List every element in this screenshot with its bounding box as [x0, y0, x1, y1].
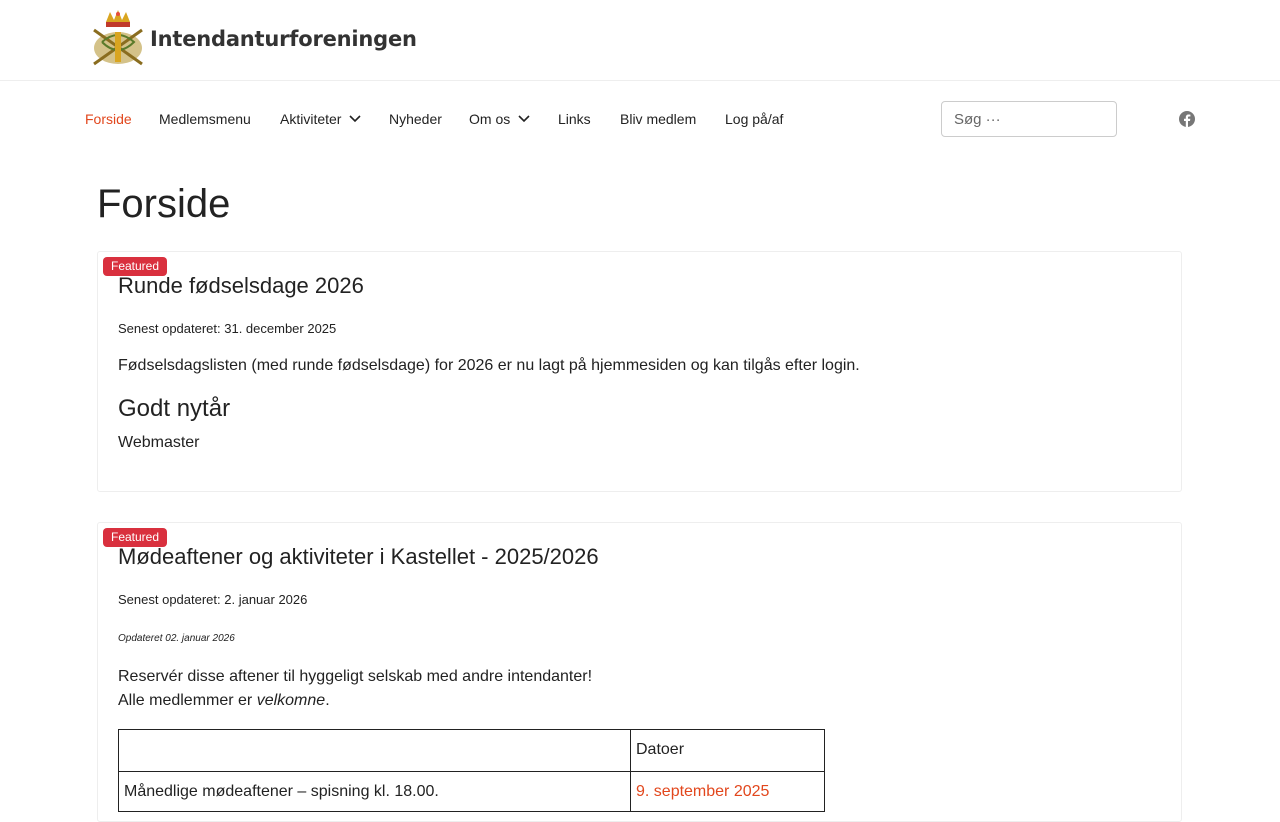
- facebook-icon[interactable]: [1179, 111, 1195, 127]
- article-intro-line-1: Reservér disse aftener til hyggeligt selskab med andre intendanter!: [118, 668, 593, 685]
- intro-punctuation: .: [325, 692, 330, 709]
- intro-emphasis: velkomne: [256, 692, 326, 709]
- nav-item-log-pa-af[interactable]: [725, 111, 783, 127]
- table-cell: Månedlige mødeaftener – spisning kl. 18.00.: [119, 772, 631, 812]
- article-card: [97, 522, 1182, 822]
- table-cell-date: 9. september 2025: [631, 772, 825, 812]
- article-update-note: Opdateret 02. januar 2026: [118, 633, 235, 644]
- nav-item-label: Log på/af: [725, 111, 784, 127]
- brand-name: Intendanturforeningen: [150, 27, 417, 51]
- nav-item-aktiviteter[interactable]: [280, 111, 361, 127]
- nav-item-bliv-medlem[interactable]: [620, 111, 696, 127]
- page-title: Forside: [97, 182, 231, 226]
- site-logo[interactable]: [88, 8, 417, 70]
- table-header-cell: Datoer: [631, 730, 825, 772]
- crown-emblem-icon: [88, 8, 148, 70]
- article-updated-date: Senest opdateret: 31. december 2025: [118, 321, 337, 336]
- featured-badge: Featured: [103, 257, 167, 276]
- site-header: [0, 0, 1280, 81]
- search-input[interactable]: [941, 101, 1117, 137]
- nav-item-label: Forside: [85, 111, 132, 127]
- chevron-down-icon: [518, 115, 530, 123]
- nav-item-label: Links: [558, 111, 591, 127]
- table-header-row: [119, 730, 825, 772]
- nav-item-medlemsmenu[interactable]: [159, 111, 251, 127]
- nav-item-forside[interactable]: [85, 111, 132, 127]
- chevron-down-icon: [349, 115, 361, 123]
- intro-text: Alle medlemmer er: [118, 692, 257, 709]
- table-header-cell: [119, 730, 631, 772]
- nav-item-om-os[interactable]: [469, 111, 530, 127]
- article-card: [97, 251, 1182, 492]
- nav-item-label: Medlemsmenu: [159, 111, 251, 127]
- nav-item-nyheder[interactable]: [389, 111, 442, 127]
- article-updated-date: Senest opdateret: 2. januar 2026: [118, 592, 308, 607]
- nav-item-links[interactable]: [558, 111, 591, 127]
- article-title[interactable]: Runde fødselsdage 2026: [118, 273, 364, 298]
- article-body: Fødselsdagslisten (med runde fødselsdage) for 2026 er nu lagt på hjemmesiden og kan tilgås efter login.: [118, 357, 860, 374]
- article-signature: Webmaster: [118, 434, 200, 451]
- article-title[interactable]: Mødeaftener og aktiviteter i Kastellet - 2025/2026: [118, 544, 599, 569]
- nav-item-label: Nyheder: [389, 111, 442, 127]
- featured-badge: Featured: [103, 528, 167, 547]
- table-row: [119, 772, 825, 812]
- article-intro-line-2: [118, 692, 330, 710]
- main-navigation: [0, 81, 1280, 159]
- nav-item-label: Bliv medlem: [620, 111, 697, 127]
- article-subheading: Godt nytår: [118, 395, 231, 422]
- nav-item-label: Aktiviteter: [280, 111, 342, 127]
- nav-item-label: Om os: [469, 111, 511, 127]
